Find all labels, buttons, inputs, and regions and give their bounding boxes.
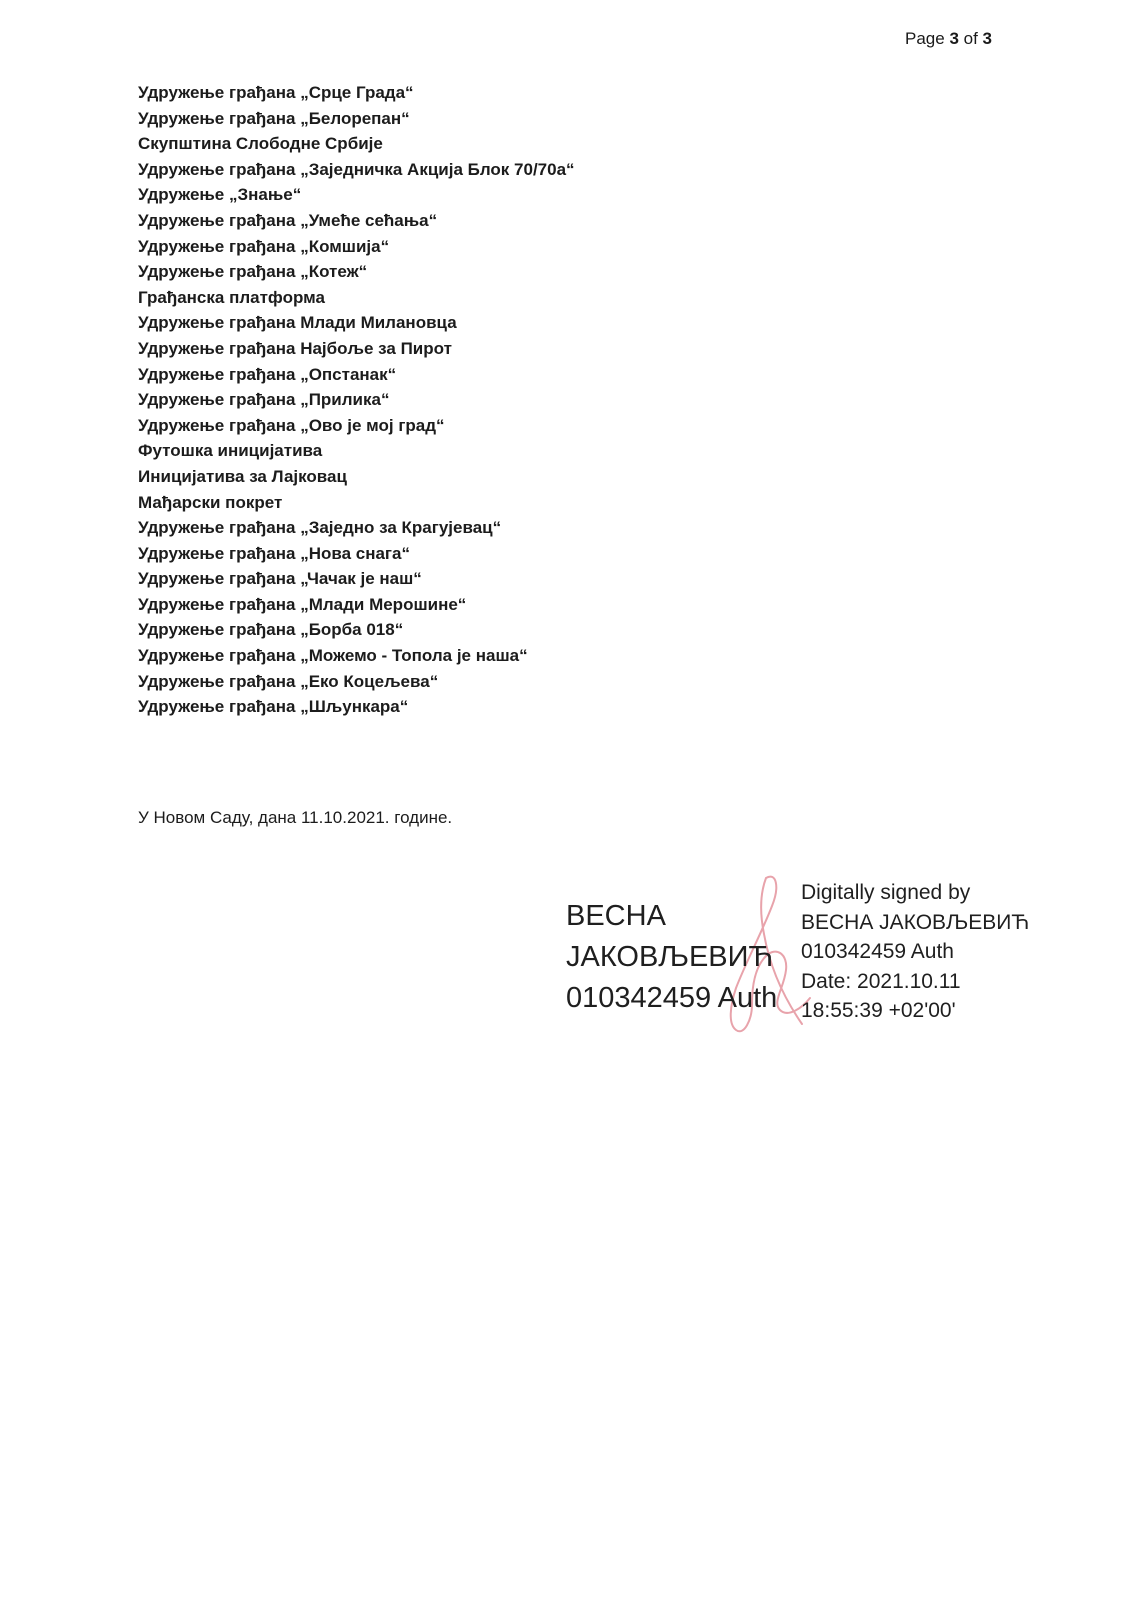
list-item: Удружење „Знање“ <box>138 185 302 205</box>
page-prefix: Page <box>905 29 950 48</box>
list-item: Удружење грађана „Белорепан“ <box>138 108 410 128</box>
list-item: Удружење грађана „Можемо - Топола је наша“ <box>138 646 528 666</box>
signature-detail-line: 010342459 Auth <box>801 940 954 963</box>
signer-name <box>566 896 777 1019</box>
list-item: Удружење грађана „Опстанак“ <box>138 364 397 384</box>
page-total: 3 <box>982 29 992 48</box>
signature-detail-line: ВЕСНА ЈАКОВЉЕВИЋ <box>801 910 1030 934</box>
list-item: Удружење грађана „Прилика“ <box>138 390 390 410</box>
signature-details <box>801 878 1029 1026</box>
list-item: Удружење грађана „Комшија“ <box>138 236 390 256</box>
list-item: Удружење грађана Млади Милановца <box>138 313 457 333</box>
list-item: Удружење грађана „Млади Мерошине“ <box>138 594 467 614</box>
list-item: Скупштина Слободне Србије <box>138 134 383 154</box>
list-item: Удружење грађана „Борба 018“ <box>138 620 404 640</box>
page-of: of <box>958 29 983 48</box>
list-item: Удружење грађана „Еко Коцељева“ <box>138 671 439 691</box>
list-item: Футошка иницијатива <box>138 441 323 461</box>
signature-detail-line: Date: 2021.10.11 <box>801 969 961 993</box>
signer-name-line: ВЕСНА <box>566 900 666 932</box>
list-item: Удружење грађана „Заједничка Акција Блок 70/70а“ <box>138 159 575 179</box>
list-item: Мађарски покрет <box>138 492 283 512</box>
signer-name-line: 010342459 Auth <box>566 982 778 1014</box>
list-item: Удружење грађана Најбоље за Пирот <box>138 338 452 358</box>
signer-name-line: ЈАКОВЉЕВИЋ <box>566 941 774 973</box>
signature-detail-line: Digitally signed by <box>801 881 971 904</box>
list-item: Удружење грађана „Шљункара“ <box>138 697 409 717</box>
page-number <box>905 29 992 49</box>
list-item: Удружење грађана „Котеж“ <box>138 262 368 282</box>
list-item: Удружење грађана „Ово је мој град“ <box>138 415 445 435</box>
signature-detail-line: 18:55:39 +02'00' <box>801 999 956 1022</box>
organization-list <box>138 80 575 720</box>
list-item: Грађанска платформа <box>138 287 325 307</box>
list-item: Удружење грађана „Нова снага“ <box>138 543 410 563</box>
list-item: Удружење грађана „Чачак је наш“ <box>138 569 422 589</box>
place-date: У Новом Саду, дана 11.10.2021. године. <box>138 808 453 827</box>
list-item: Иницијатива за Лајковац <box>138 466 347 486</box>
list-item: Удружење грађана „Умеће сећања“ <box>138 210 438 230</box>
list-item: Удружење грађана „Срце Града“ <box>138 83 414 102</box>
digital-signature <box>566 870 1046 1040</box>
list-item: Удружење грађана „Заједно за Крагујевац“ <box>138 518 502 538</box>
page-current: 3 <box>949 29 959 48</box>
